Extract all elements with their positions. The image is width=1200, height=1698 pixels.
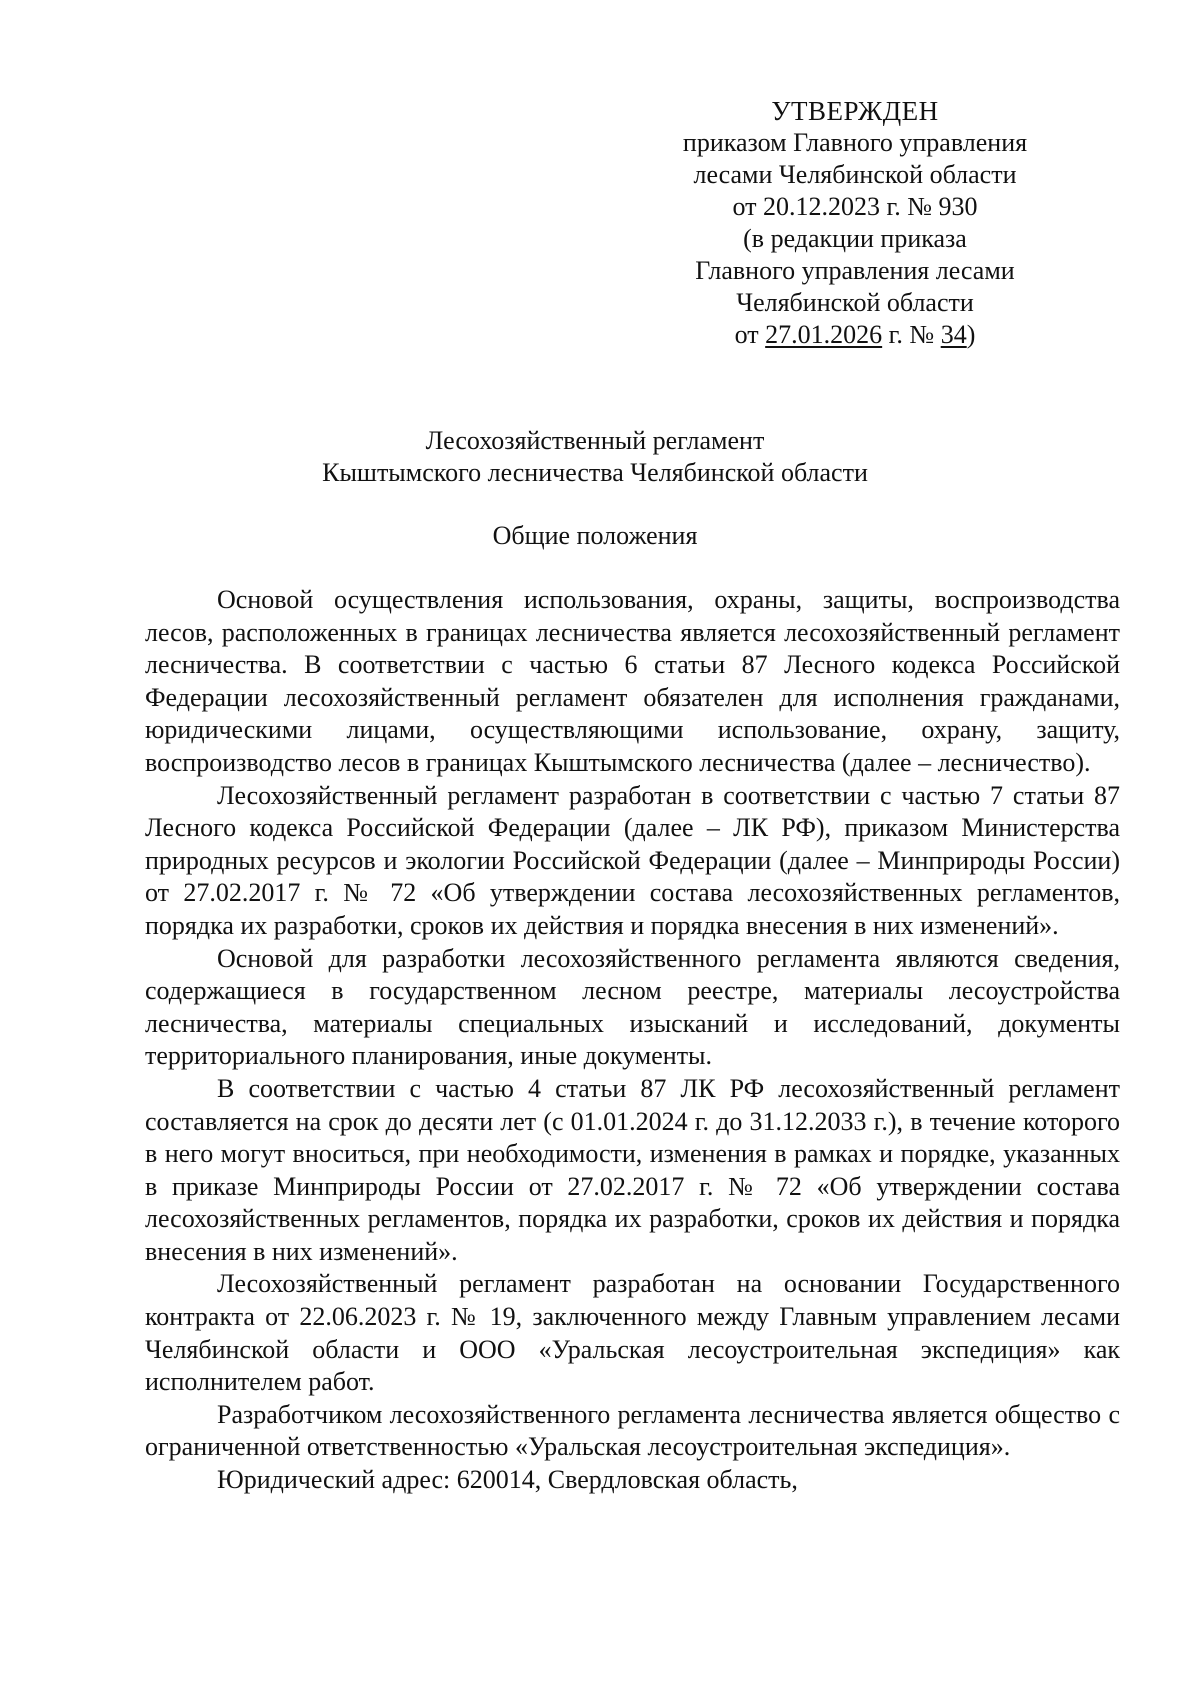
approval-line-4: (в редакции приказа [743, 224, 967, 253]
paragraph-4: В соответствии с частью 4 статьи 87 ЛК РФ лесохозяйственный регламент составляется на срок до десяти лет (с 01.01.2024 г. до 31.12.2033 г.), в течение которого в него могут вноситься, при необходимости, изменения в рамках и порядке, указанных в приказе Минприроды России от 27.02.2017 г. № 72 «Об утверждении состава лесохозяйственных регламентов, порядка их разработки, сроков их действия и порядка внесения в них изменений». [145, 1073, 1120, 1266]
approval-line-5: Главного управления лесами [695, 256, 1015, 285]
approval-line-7-mid: г. № [882, 320, 941, 349]
paragraph-3: Основой для разработки лесохозяйственного регламента являются сведения, содержащиеся в государственном лесном реестре, материалы лесоустройства лесничества, материалы специальных изысканий и исследований, документы территориального планирования, иные документы. [145, 943, 1120, 1071]
approval-line-6: Челябинской области [736, 288, 974, 317]
section-heading: Общие положения [492, 521, 698, 550]
document-title [145, 425, 1045, 489]
document-title-line-1: Лесохозяйственный регламент [425, 426, 765, 455]
paragraph-5: Лесохозяйственный регламент разработан на основании Государственного контракта от 22.06.2023 г. № 19, заключенного между Главным управлением лесами Челябинской области и ООО «Уральская лесоустроительная экспедиция» как исполнителем работ. [145, 1269, 1120, 1397]
approval-line-7-prefix: от [734, 320, 766, 349]
paragraph-7: Юридический адрес: 620014, Свердловская область, [217, 1465, 798, 1495]
document-title-line-2: Кыштымского лесничества Челябинской области [322, 458, 868, 487]
amendment-number: 34 [940, 320, 967, 349]
paragraph-1: Основой осуществления использования, охраны, защиты, воспроизводства лесов, расположенных в границах лесничества является лесохозяйственный регламент лесничества. В соответствии с частью 6 статьи 87 Лесного кодекса Российской Федерации лесохозяйственный регламент обязателен для исполнения гражданами, юридическими лицами, осуществляющими использование, охрану, защиту, воспроизводство лесов в границах Кыштымского лесничества (далее – лесничество). [145, 585, 1120, 777]
approval-line-2: лесами Челябинской области [693, 160, 1017, 189]
amendment-date: 27.01.2026 [765, 320, 883, 349]
approval-line-3: от 20.12.2023 г. № 930 [732, 192, 978, 221]
document-body [145, 584, 1120, 1497]
approval-line-7-suffix: ) [966, 320, 976, 349]
paragraph-2: Лесохозяйственный регламент разработан в соответствии с частью 7 статьи 87 Лесного кодекса Российской Федерации (далее – ЛК РФ), приказом Министерства природных ресурсов и экологии Российской Федерации (далее – Минприроды России) от 27.02.2017 г. № 72 «Об утверждении состава лесохозяйственных регламентов, порядка их разработки, сроков их действия и порядка внесения в них изменений». [145, 780, 1120, 940]
paragraph-6: Разработчиком лесохозяйственного регламента лесничества является общество с ограниченной ответственностью «Уральская лесоустроительная экспедиция». [145, 1399, 1120, 1462]
approval-line-1: приказом Главного управления [682, 128, 1028, 157]
approval-stamp-block [680, 95, 1030, 351]
approval-title: УТВЕРЖДЕН [771, 96, 939, 126]
approval-line-7 [680, 319, 1030, 351]
